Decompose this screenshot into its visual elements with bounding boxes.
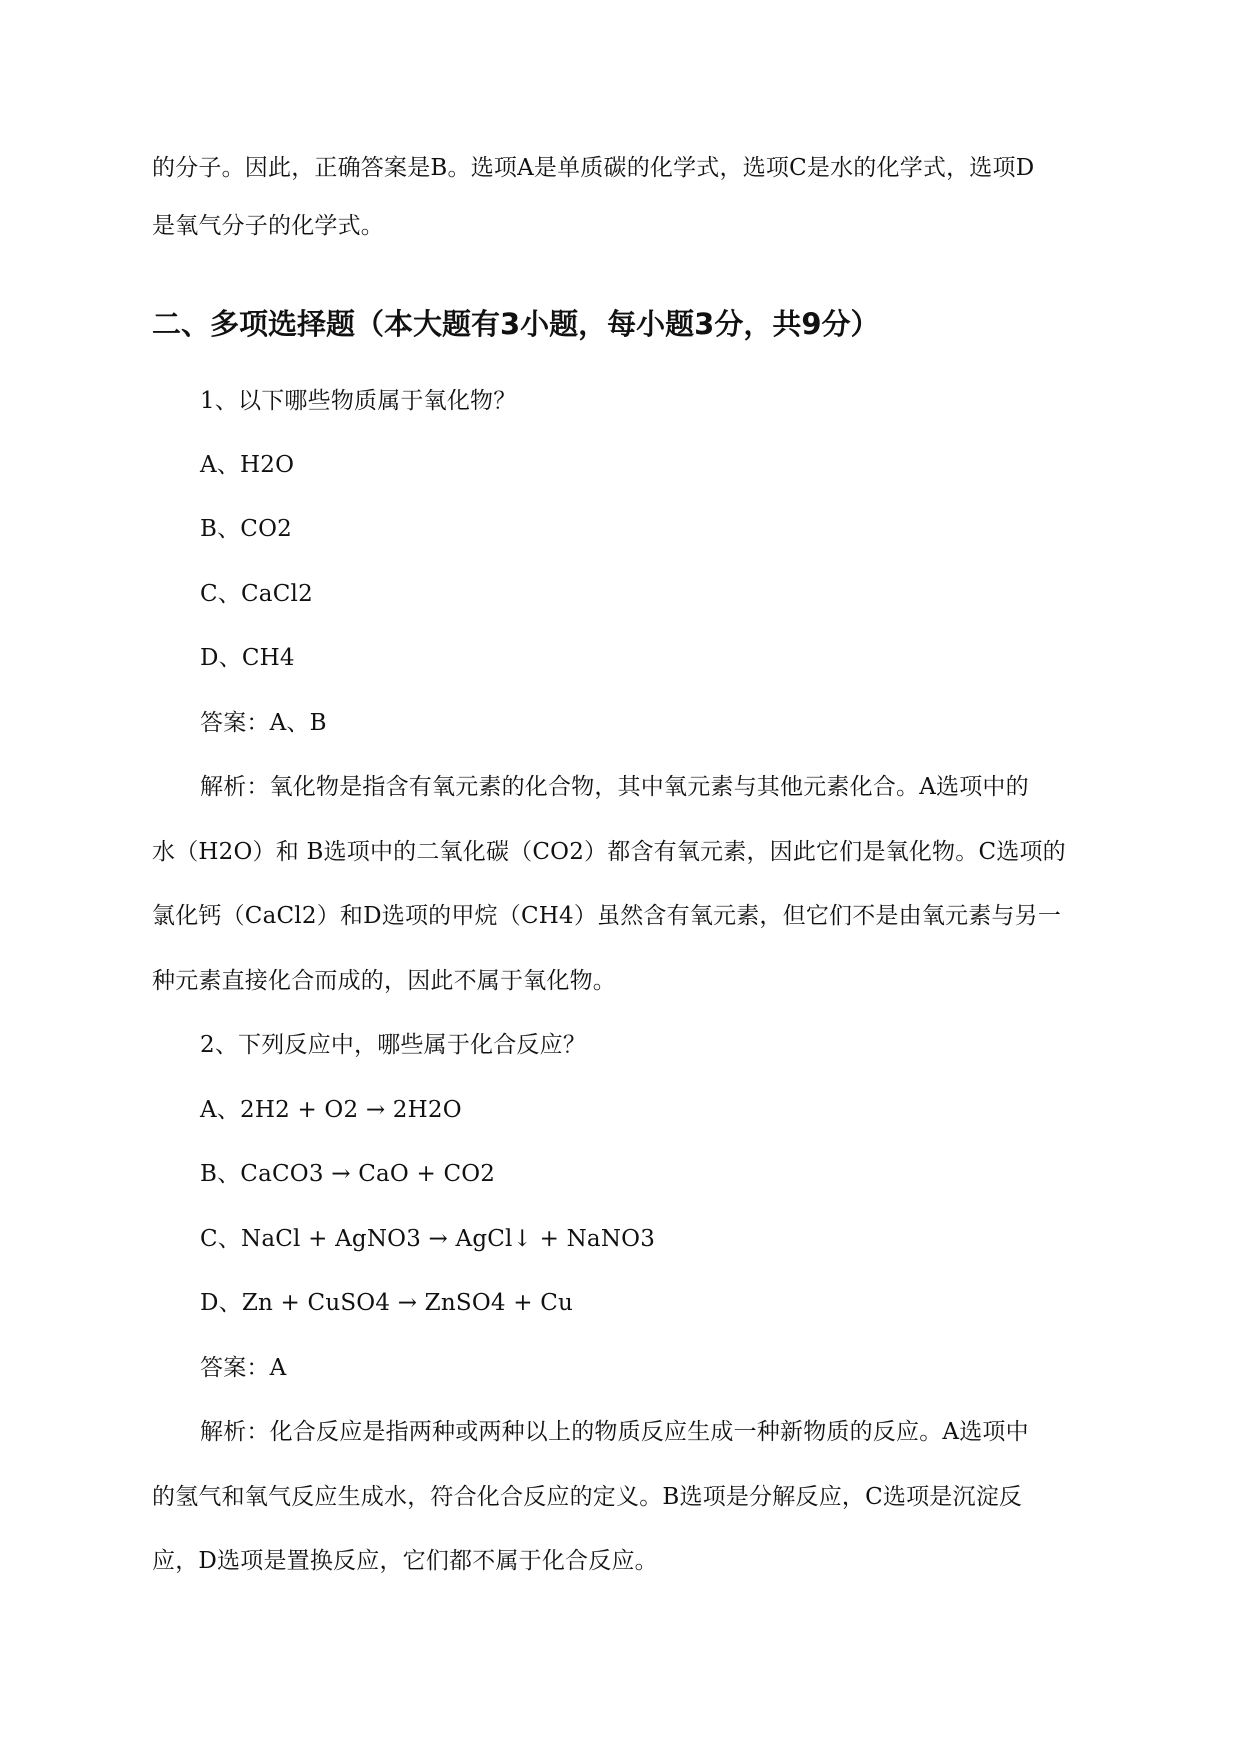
- answer: 答案：A、B: [200, 710, 327, 736]
- section-heading: 二、多项选择题（本大题有3小题，每小题3分，共9分）: [152, 307, 880, 341]
- option-d: D、Zn + CuSO4 → ZnSO4 + Cu: [200, 1290, 574, 1316]
- analysis-line: 解析：氧化物是指含有氧元素的化合物，其中氧元素与其他元素化合。A选项中的: [200, 774, 1029, 800]
- option-b: B、CO2: [200, 516, 292, 542]
- option-c: C、NaCl + AgNO3 → AgCl↓ + NaNO3: [200, 1226, 656, 1252]
- option-d: D、CH4: [200, 645, 295, 671]
- answer: 答案：A: [200, 1355, 287, 1381]
- question-text: 1、以下哪些物质属于氧化物？: [200, 388, 517, 414]
- analysis-line: 的氢气和氧气反应生成水，符合化合反应的定义。B选项是分解反应，C选项是沉淀反: [152, 1484, 1023, 1510]
- option-b: B、CaCO3 → CaO + CO2: [200, 1161, 496, 1187]
- option-a: A、H2O: [200, 452, 295, 478]
- analysis-line: 解析：化合反应是指两种或两种以上的物质反应生成一种新物质的反应。A选项中: [200, 1419, 1029, 1445]
- analysis-line: 应，D选项是置换反应，它们都不属于化合反应。: [152, 1548, 658, 1574]
- question-text: 2、下列反应中，哪些属于化合反应？: [200, 1032, 587, 1058]
- analysis-line: 氯化钙（CaCl2）和D选项的甲烷（CH4）虽然含有氧元素，但它们不是由氧元素与另一: [152, 903, 1062, 929]
- intro-line: 是氧气分子的化学式。: [152, 213, 384, 239]
- option-c: C、CaCl2: [200, 581, 313, 607]
- analysis-line: 水（H2O）和 B选项中的二氧化碳（CO2）都含有氧元素，因此它们是氧化物。C选项的: [152, 839, 1066, 865]
- intro-line: 的分子。因此，正确答案是B。选项A是单质碳的化学式，选项C是水的化学式，选项D: [152, 155, 1035, 181]
- option-a: A、2H2 + O2 → 2H2O: [200, 1097, 462, 1123]
- analysis-line: 种元素直接化合而成的，因此不属于氧化物。: [152, 968, 616, 994]
